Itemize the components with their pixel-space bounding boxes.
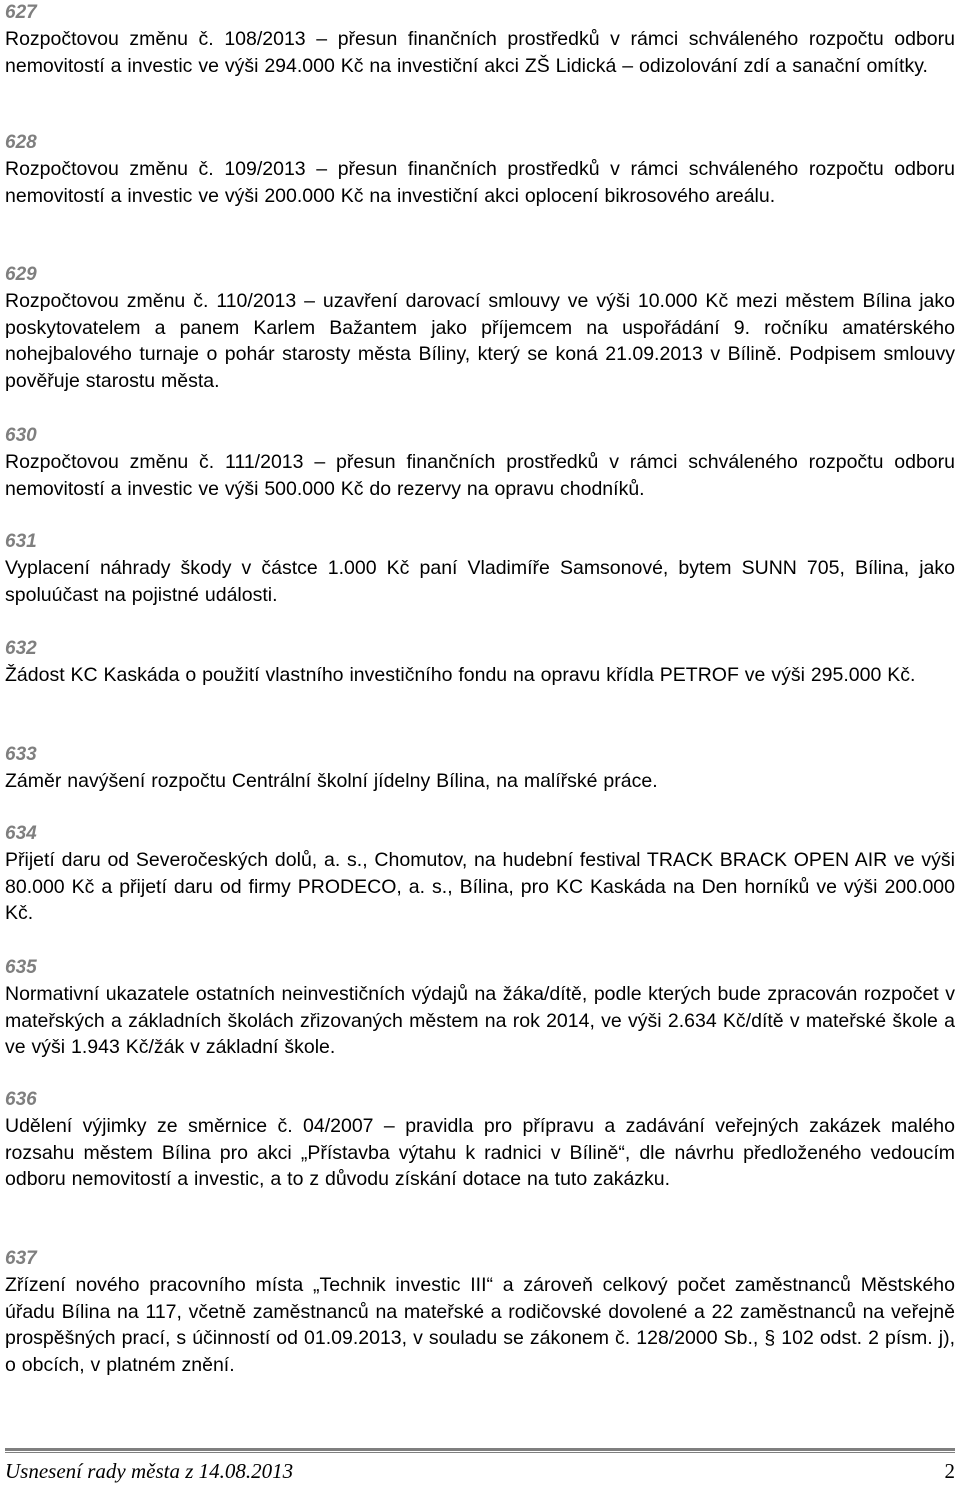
page-number: 2 (944, 1459, 955, 1483)
resolution-630 (5, 423, 955, 502)
resolution-637 (5, 1246, 955, 1378)
resolution-634 (5, 821, 955, 927)
resolution-628 (5, 130, 955, 209)
footer-row (5, 1453, 955, 1485)
resolution-631 (5, 529, 955, 608)
resolution-number: 628 (5, 132, 37, 153)
resolution-number: 635 (5, 957, 37, 978)
resolution-text: Vyplacení náhrady škody v částce 1.000 Kč paní Vladimíře Samsonové, bytem SUNN 705, Bílina, jako spoluúčast na pojistné události. (5, 557, 955, 606)
resolution-text: Rozpočtovou změnu č. 110/2013 – uzavření darovací smlouvy ve výši 10.000 Kč mezi městem Bílina jako poskytovatelem a panem Karlem Bažantem jako příjemcem na uspořádání 9. ročníku amatérského nohejbalového turnaje o pohár starosty města Bíliny, který se koná 21.09.2013 v Bílině. Podpisem smlouvy pověřuje starostu města. (5, 290, 955, 392)
resolution-number: 636 (5, 1089, 37, 1110)
resolution-627 (5, 0, 955, 79)
resolution-635 (5, 955, 955, 1061)
resolution-text: Žádost KC Kaskáda o použití vlastního investičního fondu na opravu křídla PETROF ve výši 295.000 Kč. (5, 664, 916, 686)
resolution-number: 631 (5, 531, 37, 552)
resolution-636 (5, 1087, 955, 1193)
resolution-number: 630 (5, 425, 37, 446)
footer-title: Usnesení rady města z 14.08.2013 (5, 1459, 294, 1483)
resolution-text: Zřízení nového pracovního místa „Technik investic III“ a zároveň celkový počet zaměstnanců Městského úřadu Bílina na 117, včetně zaměstnanců na mateřské a rodičovské dovolené a 22 zaměstnanců na veřejně prospěšných prací, s účinností od 01.09.2013, v souladu se zákonem č. 128/2000 Sb., § 102 odst. 2 písm. j), o obcích, v platném znění. (5, 1274, 955, 1376)
resolution-text: Záměr navýšení rozpočtu Centrální školní jídelny Bílina, na malířské práce. (5, 770, 658, 792)
resolution-number: 627 (5, 2, 37, 23)
footer-divider (5, 1448, 955, 1451)
resolution-text: Rozpočtovou změnu č. 109/2013 – přesun finančních prostředků v rámci schváleného rozpočtu odboru nemovitostí a investic ve výši 200.000 Kč na investiční akci oplocení bikrosového areálu. (5, 158, 955, 207)
resolution-632 (5, 636, 955, 689)
resolution-629 (5, 262, 955, 394)
resolution-number: 633 (5, 744, 37, 765)
resolution-number: 634 (5, 823, 37, 844)
resolution-text: Udělení výjimky ze směrnice č. 04/2007 – pravidla pro přípravu a zadávání veřejných zakázek malého rozsahu městem Bílina pro akci „Přístavba výtahu k radnici v Bílině“, dle návrhu předloženého vedoucím odboru nemovitostí a investic, a to z důvodu získání dotace na tuto zakázku. (5, 1115, 955, 1190)
resolution-number: 632 (5, 638, 37, 659)
resolution-text: Přijetí daru od Severočeských dolů, a. s., Chomutov, na hudební festival TRACK BRACK OPEN AIR ve výši 80.000 Kč a přijetí daru od firmy PRODECO, a. s., Bílina, pro KC Kaskáda na Den horníků ve výši 200.000 Kč. (5, 849, 955, 924)
resolution-number: 637 (5, 1248, 37, 1269)
resolution-633 (5, 742, 955, 795)
resolution-text: Rozpočtovou změnu č. 111/2013 – přesun finančních prostředků v rámci schváleného rozpočtu odboru nemovitostí a investic ve výši 500.000 Kč do rezervy na opravu chodníků. (5, 451, 955, 500)
page-footer (5, 1448, 955, 1485)
resolution-text: Normativní ukazatele ostatních neinvestičních výdajů na žáka/dítě, podle kterých bude zpracován rozpočet v mateřských a základních školách zřizovaných městem na rok 2014, ve výši 2.634 Kč/dítě v mateřské škole a ve výši 1.943 Kč/žák v základní škole. (5, 983, 955, 1058)
resolution-number: 629 (5, 264, 37, 285)
resolution-text: Rozpočtovou změnu č. 108/2013 – přesun finančních prostředků v rámci schváleného rozpočtu odboru nemovitostí a investic ve výši 294.000 Kč na investiční akci ZŠ Lidická – odizolování zdí a sanační omítky. (5, 28, 955, 77)
